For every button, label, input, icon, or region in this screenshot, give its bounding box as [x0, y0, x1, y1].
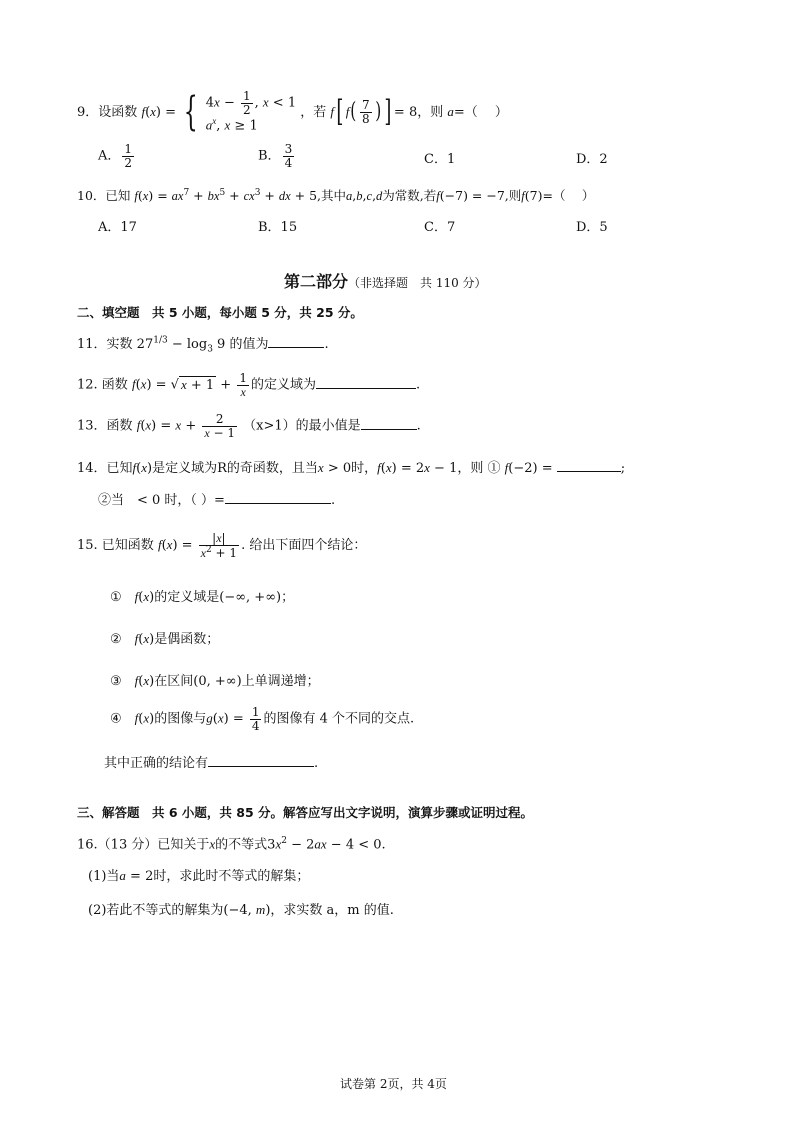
q9-option-b: B． $\frac{3}{4}$	[258, 142, 293, 170]
q9-option-d: D．2	[576, 152, 608, 167]
section2-heading: 二、填空题 共 5 小题，每小题 5 分，共 25 分。	[77, 305, 363, 320]
q11: 11．实数 $27^{1/3} - \log_3 9$ 的值为 .	[77, 335, 329, 355]
q13: 13．函数 f(x) = x + $\frac{2}{x - 1}$ （x>1）的最小值是 .	[77, 412, 421, 440]
q15-answer: 其中正确的结论有 .	[104, 756, 319, 771]
q9-option-a: A． $\frac{1}{2}$	[98, 142, 133, 170]
q9-stem: 9．设函数 f(x) = { 4x − $\frac{1}{2}$ , x < 1 $a^x$, x ≥ 1 ，若 f[ f( $\frac{7}{8}$ ) ] = 8，则 a=（ ）	[77, 89, 508, 136]
section3-heading: 三、解答题 共 6 小题，共 85 分。解答应写出文字说明，演算步骤或证明过程。	[77, 805, 534, 820]
q9-option-c: C．1	[424, 152, 456, 167]
q10-option-b: B．15	[258, 220, 298, 235]
q15-conclusion-3: ③ f(x)在区间(0, +∞)上单调递增；	[110, 673, 320, 689]
page-footer: 试卷第 2页，共 4页	[340, 1077, 447, 1091]
brace-symbol: {	[183, 89, 198, 136]
q16-part2: (2)若此不等式的解集为(−4, m)，求实数 a，m 的值.	[88, 902, 394, 918]
q14-line2: ②当 < 0 时，（ ）= .	[98, 493, 336, 508]
q10-option-c: C．7	[424, 220, 456, 235]
q15-conclusion-2: ② f(x)是偶函数；	[110, 631, 220, 647]
q16-part1: (1)当a = 2时，求此时不等式的解集；	[88, 868, 310, 884]
part2-heading: 第二部分（非选择题 共 110 分）	[284, 272, 487, 291]
q16-stem: 16.（13 分）已知关于x的不等式$3x^2 - 2ax - 4 < 0$.	[77, 836, 386, 853]
q10-option-a: A．17	[98, 220, 137, 235]
q15-conclusion-1: ① f(x)的定义域是(−∞, +∞)；	[110, 589, 295, 605]
q12: 12. 函数 f(x) = √ x + 1 + $\frac{1}{x}$ 的定义域为 .	[77, 371, 421, 399]
q15-conclusion-4: ④ f(x)的图像与g(x) = $\frac{1}{4}$ 的图像有 4 个不同的交点.	[110, 705, 415, 733]
q10-stem: 10．已知 $f(x) = ax^7 + bx^5 + cx^3$ + dx + 5,其中a,b,c,d为常数,若f(−7) = −7,则f(7)=（ ）	[77, 188, 595, 204]
q10-option-d: D．5	[576, 220, 608, 235]
q14-line1: 14．已知f(x)是定义域为R的奇函数，且当x > 0时，f(x) = 2x − 1，则 ① f(−2) = ;	[77, 460, 626, 476]
q15-stem: 15. 已知函数 f(x) = $\frac{|x|}{x^2 + 1}$ . 给出下面四个结论：	[77, 531, 367, 560]
piecewise-cases: 4x − $\frac{1}{2}$ , x < 1 $a^x$, x ≥ 1	[205, 89, 297, 134]
